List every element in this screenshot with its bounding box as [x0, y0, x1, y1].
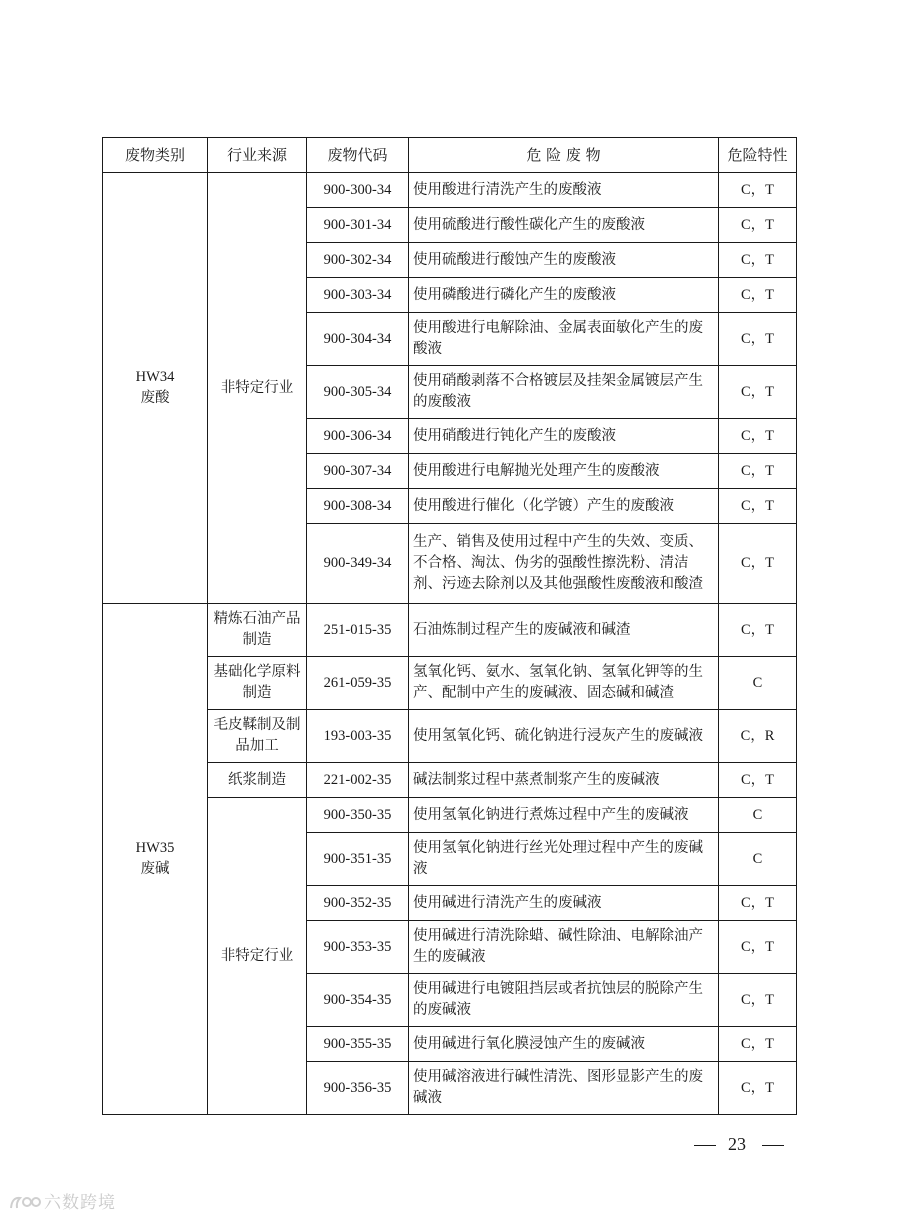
waste-code: 900-301-34 [307, 208, 409, 243]
header-code: 废物代码 [307, 138, 409, 173]
source-cell-hw35-general: 非特定行业 [208, 798, 307, 1115]
watermark-text: 六数跨境 [44, 1193, 116, 1213]
waste-code: 900-305-34 [307, 366, 409, 419]
waste-description: 使用氢氧化钠进行丝光处理过程中产生的废碱液 [409, 833, 719, 886]
hazard-property: C，T [719, 1027, 797, 1062]
hazard-property: C [719, 798, 797, 833]
category-cell-hw35 [103, 604, 208, 1115]
hazard-property: C，T [719, 173, 797, 208]
hazard-property: C，T [719, 886, 797, 921]
table-row [103, 798, 797, 833]
hazard-property: C，R [719, 710, 797, 763]
category-name: 废碱 [140, 861, 170, 877]
hazard-property: C，T [719, 366, 797, 419]
hazard-property: C，T [719, 243, 797, 278]
hazard-property: C，T [719, 763, 797, 798]
industry-source: 精炼石油产品制造 [208, 604, 307, 657]
waste-description: 使用碱溶液进行碱性清洗、图形显影产生的废碱液 [409, 1062, 719, 1115]
waste-description: 石油炼制过程产生的废碱液和碱渣 [409, 604, 719, 657]
waste-description: 氢氧化钙、氨水、氢氧化钠、氢氧化钾等的生产、配制中产生的废碱液、固态碱和碱渣 [409, 657, 719, 710]
hazard-property: C，T [719, 208, 797, 243]
category-code: HW35 [135, 840, 175, 856]
waste-description: 使用碱进行清洗产生的废碱液 [409, 886, 719, 921]
page-number-text: 23 [728, 1134, 746, 1154]
page-number-dash-left [694, 1145, 716, 1146]
waste-description: 使用硝酸进行钝化产生的废酸液 [409, 419, 719, 454]
hazard-property: C，T [719, 419, 797, 454]
waste-description: 使用酸进行电解除油、金属表面敏化产生的废酸液 [409, 313, 719, 366]
waste-description: 使用氢氧化钠进行煮炼过程中产生的废碱液 [409, 798, 719, 833]
hazard-property: C，T [719, 1062, 797, 1115]
waste-code: 900-308-34 [307, 489, 409, 524]
waste-description: 使用酸进行电解抛光处理产生的废酸液 [409, 454, 719, 489]
waste-description: 使用氢氧化钙、硫化钠进行浸灰产生的废碱液 [409, 710, 719, 763]
hazard-property: C，T [719, 921, 797, 974]
waste-code: 900-300-34 [307, 173, 409, 208]
waste-description: 使用碱进行电镀阻挡层或者抗蚀层的脱除产生的废碱液 [409, 974, 719, 1027]
waste-description: 碱法制浆过程中蒸煮制浆产生的废碱液 [409, 763, 719, 798]
waste-code: 900-307-34 [307, 454, 409, 489]
industry-source: 毛皮鞣制及制品加工 [208, 710, 307, 763]
waste-code: 221-002-35 [307, 763, 409, 798]
waste-description: 使用硫酸进行酸性碳化产生的废酸液 [409, 208, 719, 243]
hazard-property: C [719, 833, 797, 886]
hazard-property: C，T [719, 604, 797, 657]
hazard-property: C，T [719, 454, 797, 489]
hazard-property: C，T [719, 974, 797, 1027]
waste-code: 193-003-35 [307, 710, 409, 763]
header-category: 废物类别 [103, 138, 208, 173]
waste-code: 900-306-34 [307, 419, 409, 454]
waste-description: 生产、销售及使用过程中产生的失效、变质、不合格、淘汰、伪劣的强酸性擦洗粉、清洁剂、污迹去除剂以及其他强酸性废酸液和酸渣 [409, 524, 719, 604]
waste-code: 900-350-35 [307, 798, 409, 833]
hazard-property: C [719, 657, 797, 710]
category-code: HW34 [135, 369, 175, 385]
waste-code: 900-302-34 [307, 243, 409, 278]
industry-source: 纸浆制造 [208, 763, 307, 798]
header-hazard: 危险特性 [719, 138, 797, 173]
hazard-property: C，T [719, 489, 797, 524]
waste-code: 900-354-35 [307, 974, 409, 1027]
waste-code: 900-353-35 [307, 921, 409, 974]
source-cell-hw34: 非特定行业 [208, 173, 307, 604]
industry-source: 基础化学原料制造 [208, 657, 307, 710]
waste-code: 251-015-35 [307, 604, 409, 657]
table-row [103, 657, 797, 710]
waste-code: 900-303-34 [307, 278, 409, 313]
waste-code: 900-349-34 [307, 524, 409, 604]
page-number [694, 1134, 790, 1158]
waste-description: 使用碱进行氧化膜浸蚀产生的废碱液 [409, 1027, 719, 1062]
waste-code: 900-351-35 [307, 833, 409, 886]
table-row [103, 604, 797, 657]
table-row [103, 710, 797, 763]
table-header-row [103, 138, 797, 173]
waste-description: 使用磷酸进行磷化产生的废酸液 [409, 278, 719, 313]
waste-code: 900-355-35 [307, 1027, 409, 1062]
category-cell-hw34 [103, 173, 208, 604]
table-row [103, 173, 797, 208]
watermark-logo-icon [8, 1194, 42, 1212]
waste-description: 使用硝酸剥落不合格镀层及挂架金属镀层产生的废酸液 [409, 366, 719, 419]
waste-description: 使用酸进行清洗产生的废酸液 [409, 173, 719, 208]
waste-code: 900-304-34 [307, 313, 409, 366]
table-row [103, 763, 797, 798]
header-source: 行业来源 [208, 138, 307, 173]
hazard-property: C，T [719, 313, 797, 366]
waste-code: 900-352-35 [307, 886, 409, 921]
hazardous-waste-table [102, 137, 797, 1115]
category-name: 废酸 [140, 390, 170, 406]
waste-code: 900-356-35 [307, 1062, 409, 1115]
waste-description: 使用碱进行清洗除蜡、碱性除油、电解除油产生的废碱液 [409, 921, 719, 974]
page-number-dash-right [762, 1145, 784, 1146]
header-waste: 危 险 废 物 [409, 138, 719, 173]
waste-description: 使用酸进行催化（化学镀）产生的废酸液 [409, 489, 719, 524]
watermark [8, 1188, 116, 1213]
hazard-property: C，T [719, 278, 797, 313]
hazard-property: C，T [719, 524, 797, 604]
waste-code: 261-059-35 [307, 657, 409, 710]
waste-description: 使用硫酸进行酸蚀产生的废酸液 [409, 243, 719, 278]
